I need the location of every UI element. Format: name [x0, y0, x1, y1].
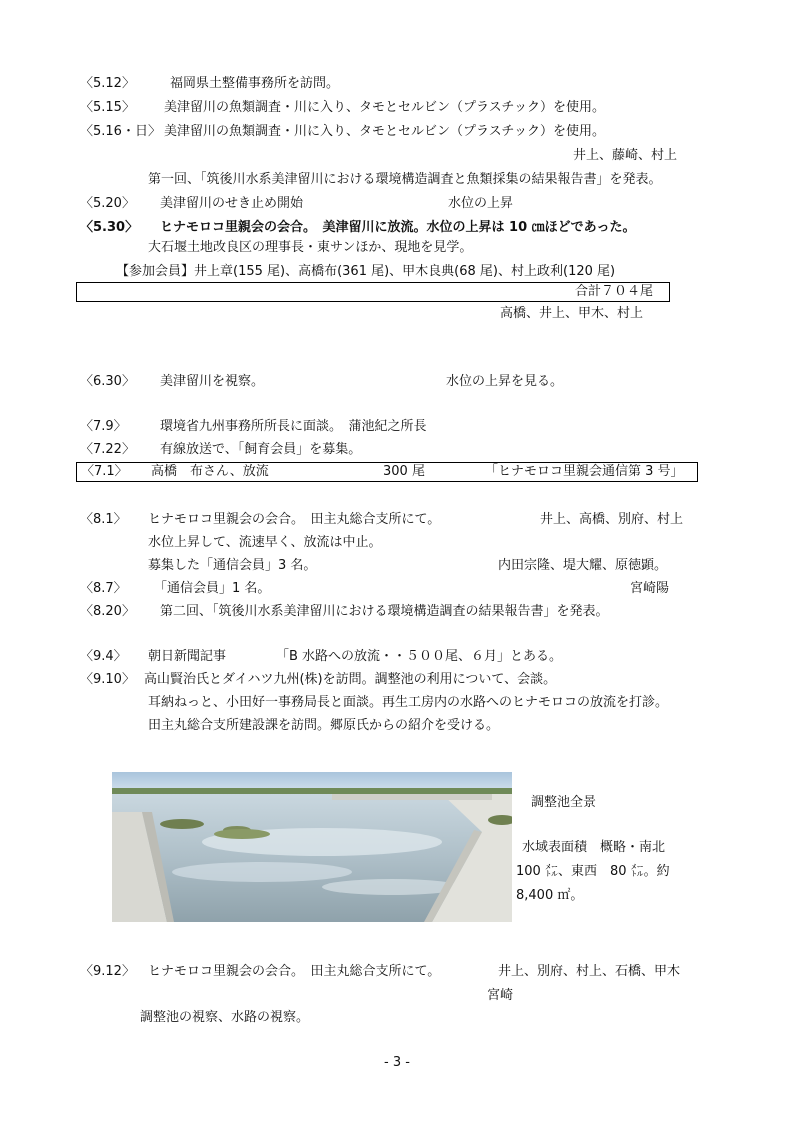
- entry-date: 〈7.22〉: [80, 442, 135, 457]
- entry-date: 〈5.30〉: [80, 220, 139, 235]
- entry-members: 井上、高橋、別府、村上: [540, 512, 684, 527]
- entry-report: 第一回、「筑後川水系美津留川における環境構造調査と魚類採集の結果報告書」を発表。: [148, 172, 662, 187]
- entry-members: 宮崎: [487, 988, 514, 1003]
- participants: 【参加会員】井上章(155 尾)、高橋布(361 尾)、甲木良典(68 尾)、村上政利(120 尾): [116, 264, 616, 279]
- entry-names: 内田宗隆、堤大耀、原徳顕。: [498, 558, 668, 573]
- entry-date: 〈5.12〉: [80, 76, 135, 91]
- release-box: [76, 462, 698, 482]
- entry-text: 朝日新聞記事: [148, 649, 227, 664]
- entry-text: 高橋 布さん、放流: [151, 464, 269, 479]
- entry-note: 「ヒナモロコ里親会通信第 3 号」: [485, 464, 684, 479]
- photo-desc: 水域表面積 概略・南北: [522, 840, 666, 855]
- entry-date: 〈6.30〉: [80, 374, 135, 389]
- entry-date: 〈5.15〉: [80, 100, 135, 115]
- entry-note: 水位の上昇を見る。: [446, 374, 564, 389]
- entry-line: 大石堰土地改良区の理事長・東サンほか、現地を見学。: [148, 240, 473, 255]
- entry-note: 水位の上昇: [448, 196, 514, 211]
- entry-date: 〈7.1〉: [81, 464, 128, 479]
- entry-members: 井上、藤崎、村上: [573, 148, 678, 163]
- entry-line: 調整池の視察、水路の視察。: [140, 1010, 310, 1025]
- entry-date: 〈5.16・日〉: [80, 124, 161, 139]
- page-number: - 3 -: [384, 1055, 410, 1070]
- entry-text: 高山賢治氏とダイハツ九州(株)を訪問。調整池の利用について、会談。: [144, 672, 557, 687]
- photo-caption: 調整池全景: [531, 795, 597, 810]
- entry-date: 〈9.10〉: [80, 672, 135, 687]
- entry-members: 井上、別府、村上、石橋、甲木: [498, 964, 681, 979]
- entry-date: 〈5.20〉: [80, 196, 135, 211]
- entry-date: 〈9.4〉: [80, 649, 127, 664]
- photo-desc: 8,400 ㎡。: [516, 888, 584, 903]
- entry-line: 水位上昇して、流速早く、放流は中止。: [148, 535, 382, 550]
- entry-text: ヒナモロコ里親会の会合。 田主丸総合支所にて。: [148, 964, 441, 979]
- entry-date: 〈7.9〉: [80, 419, 127, 434]
- entry-date: 〈8.20〉: [80, 604, 135, 619]
- total: 合計７０４尾: [574, 284, 653, 299]
- entry-text: 福岡県土整備事務所を訪問。: [170, 76, 340, 91]
- pond-photo: [112, 772, 512, 922]
- entry-text: 美津留川を視察。: [160, 374, 265, 389]
- entry-text: ヒナモロコ里親会の会合。 美津留川に放流。水位の上昇は 10 ㎝ほどであった。: [160, 220, 636, 235]
- entry-line: 募集した「通信会員」3 名。: [148, 558, 317, 573]
- entry-date: 〈8.1〉: [80, 512, 127, 527]
- entry-members: 高橋、井上、甲木、村上: [500, 306, 644, 321]
- entry-count: 300 尾: [383, 464, 425, 479]
- entry-quote: 「B 水路への放流・・５００尾、６月」とある。: [276, 649, 563, 664]
- entry-text: 環境省九州事務所所長に面談。 蒲池紀之所長: [160, 419, 427, 434]
- entry-date: 〈8.7〉: [80, 581, 127, 596]
- total-box: [76, 282, 670, 302]
- entry-text: 第二回、「筑後川水系美津留川における環境構造調査の結果報告書」を発表。: [160, 604, 609, 619]
- entry-text: 美津留川の魚類調査・川に入り、タモとセルビン（プラスチック）を使用。: [164, 100, 605, 115]
- entry-line: 田主丸総合支所建設課を訪問。郷原氏からの紹介を受ける。: [148, 718, 500, 733]
- entry-text: 「通信会員」1 名。: [154, 581, 271, 596]
- entry-text: 有線放送で、「飼育会員」を募集。: [160, 442, 362, 457]
- entry-date: 〈9.12〉: [80, 964, 135, 979]
- entry-text: 美津留川の魚類調査・川に入り、タモとセルビン（プラスチック）を使用。: [164, 124, 605, 139]
- entry-line: 耳納ねっと、小田好一事務局長と面談。再生工房内の水路へのヒナモロコの放流を打診。: [148, 695, 669, 710]
- entry-text: ヒナモロコ里親会の会合。 田主丸総合支所にて。: [148, 512, 441, 527]
- photo-desc: 100 ㍍、東西 80 ㍍。約: [516, 864, 670, 879]
- entry-text: 美津留川のせき止め開始: [160, 196, 304, 211]
- entry-name: 宮崎陽: [630, 581, 670, 596]
